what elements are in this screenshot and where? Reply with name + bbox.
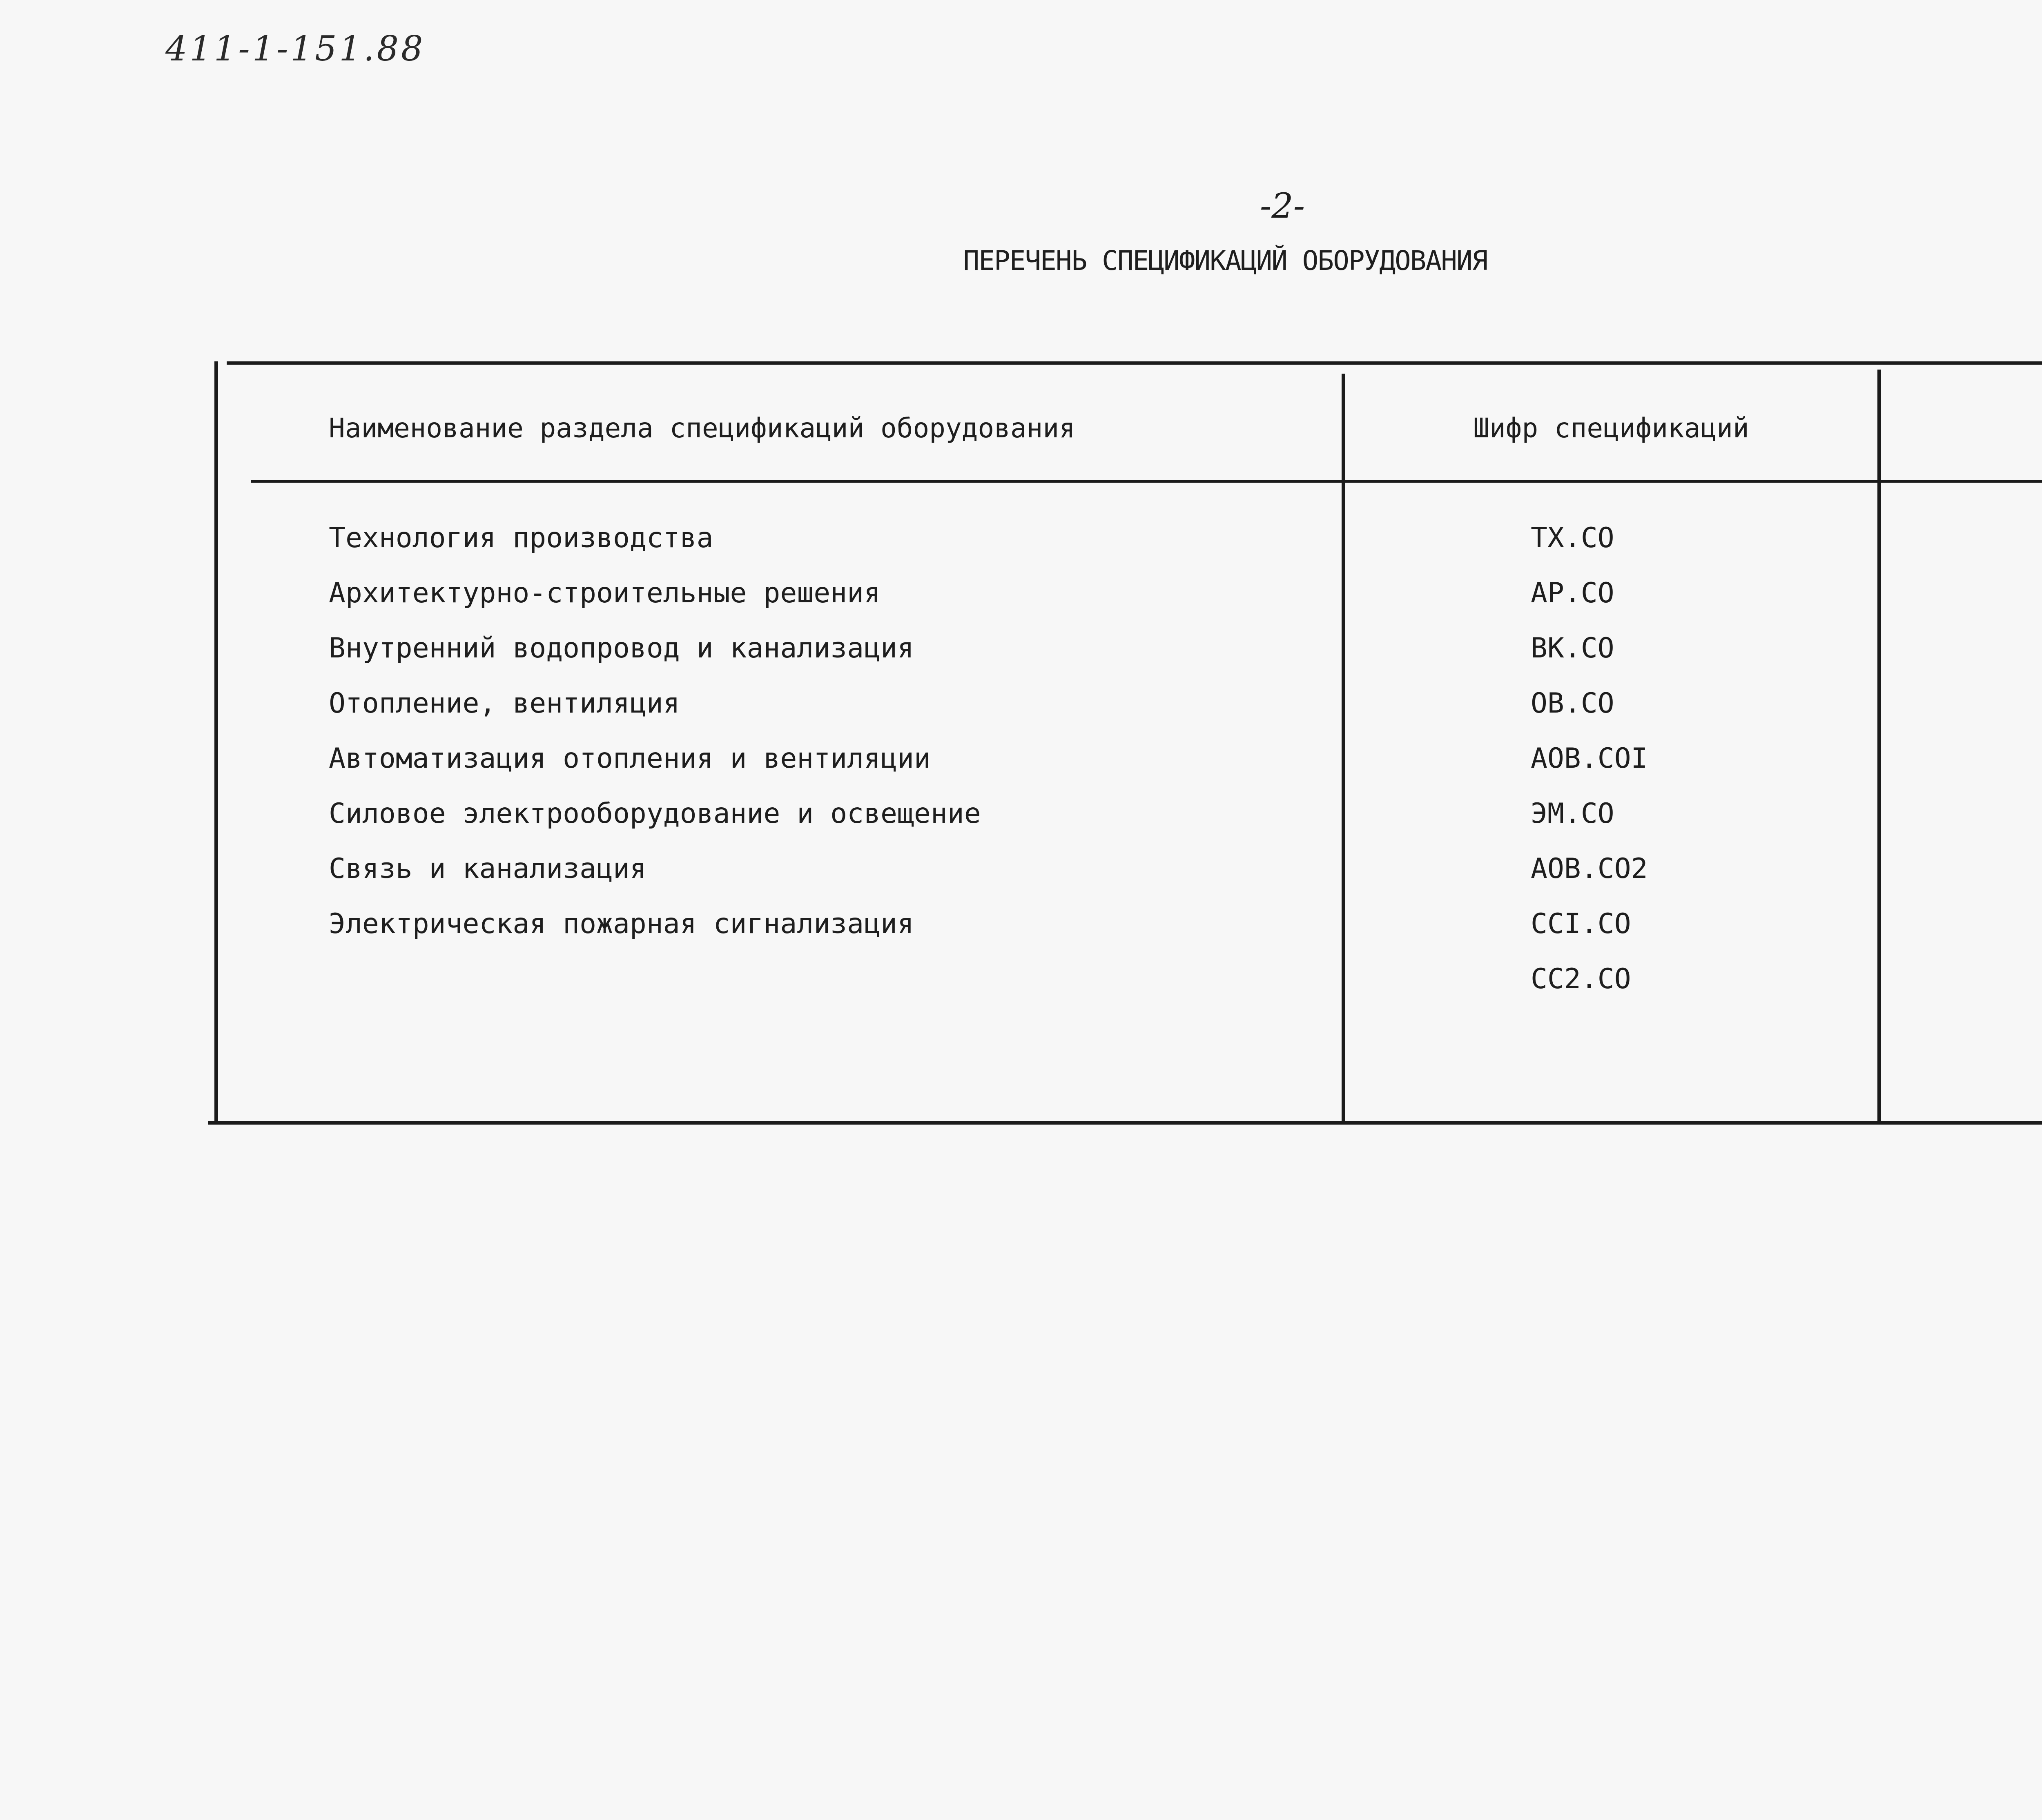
page-number: -2-	[1260, 186, 1305, 226]
row-code: АР.СО	[1531, 577, 1614, 609]
page-title: ПЕРЕЧЕНЬ СПЕЦИФИКАЦИЙ ОБОРУДОВАНИЯ	[963, 245, 1487, 276]
column-divider-1	[1342, 374, 1345, 1123]
row-code: СС2.СО	[1531, 963, 1631, 995]
row-code: АОВ.СО2	[1531, 853, 1648, 885]
row-code: ОВ.СО	[1531, 687, 1614, 720]
header-divider	[251, 480, 2042, 483]
row-name: Электрическая пожарная сигнализация	[329, 908, 914, 940]
row-name: Силовое электрооборудование и освещение	[329, 798, 981, 830]
row-name: Отопление, вентиляция	[329, 687, 680, 720]
row-code: ЭМ.СО	[1531, 798, 1614, 830]
row-name: Архитектурно-строительные решения	[329, 577, 881, 609]
header-sheets	[1881, 412, 2042, 444]
row-code: ССI.СО	[1531, 908, 1631, 940]
row-code: ВК.СО	[1531, 632, 1614, 664]
document-code: 411-1-151.88	[165, 29, 426, 69]
row-name: Технология производства	[329, 522, 713, 554]
row-name: Связь и канализация	[329, 853, 646, 885]
header-name: Наименование раздела спецификаций оборудования	[329, 412, 1075, 444]
row-name: Внутренний водопровод и канализация	[329, 632, 914, 664]
header-code: Шифр спецификаций	[1473, 412, 1749, 444]
row-name: Автоматизация отопления и вентиляции	[329, 742, 931, 775]
table-left-border	[214, 361, 218, 1121]
table-bottom-border	[208, 1121, 2042, 1125]
row-code: АОВ.СОI	[1531, 742, 1648, 775]
table-top-border	[227, 361, 2042, 365]
row-code: ТХ.СО	[1531, 522, 1614, 554]
column-divider-2	[1877, 370, 1881, 1123]
